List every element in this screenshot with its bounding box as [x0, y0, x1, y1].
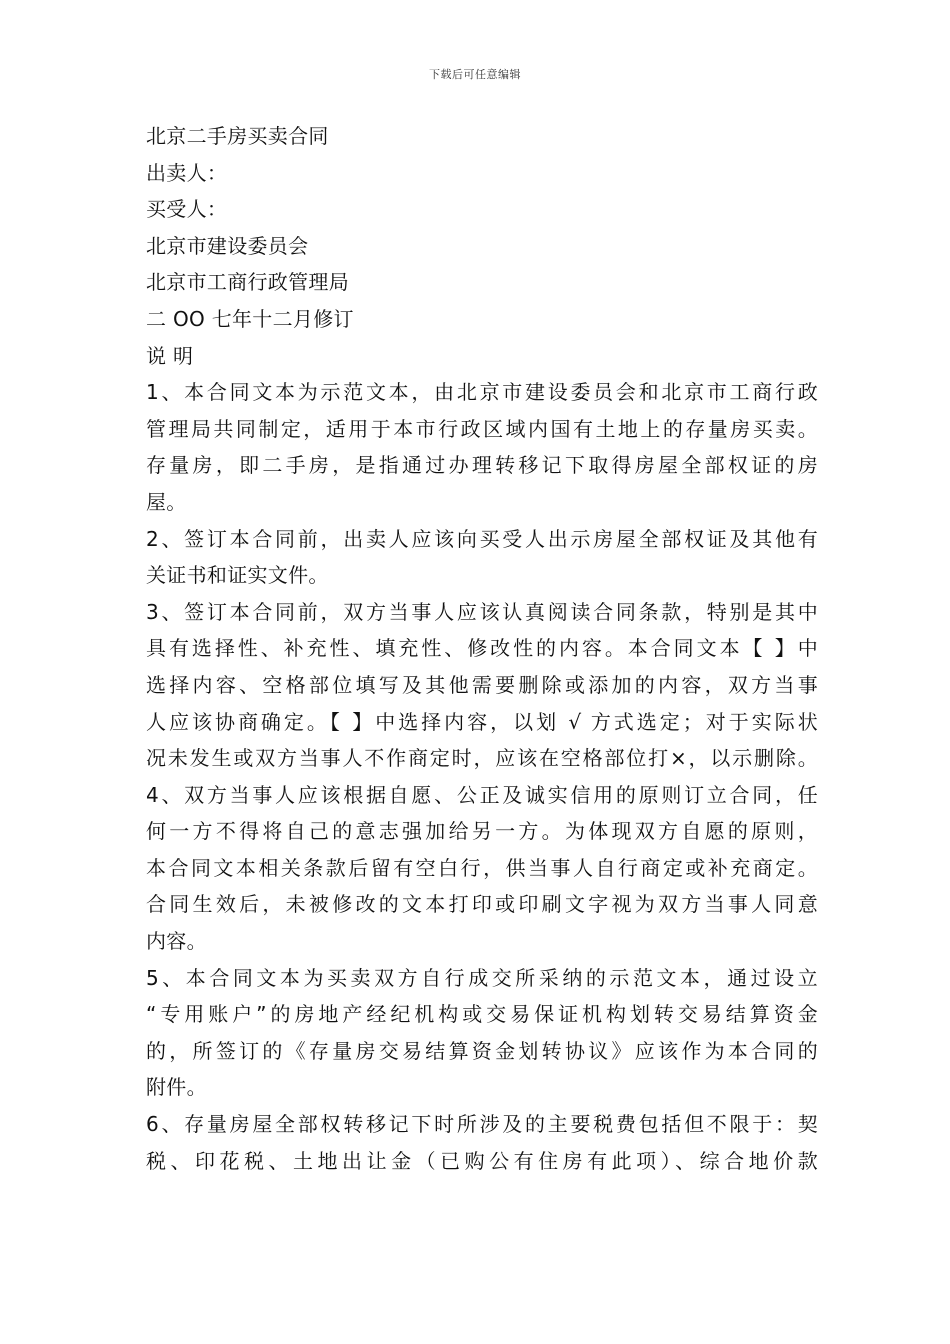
paragraph-line: 何一方不得将自己的意志强加给另一方。为体现双方自愿的原则，: [146, 819, 818, 844]
page-header-note: 下载后可任意编辑: [429, 68, 521, 81]
paragraph-line: 税、印花税、土地出让金（已购公有住房有此项）、综合地价款: [146, 1148, 818, 1173]
paragraph-line: 附件。: [146, 1075, 207, 1100]
paragraph-line: “专用账户”的房地产经纪机构或交易保证机构划转交易结算资金: [146, 1002, 819, 1027]
paragraph-line: 况未发生或双方当事人不作商定时，应该在空格部位打×，以示删除。: [146, 746, 818, 771]
paragraph-line: 2、签订本合同前，出卖人应该向买受人出示房屋全部权证及其他有: [146, 526, 818, 551]
paragraph-line: 选择内容、空格部位填写及其他需要删除或添加的内容，双方当事: [146, 672, 818, 697]
seller-label: 出卖人：: [146, 160, 228, 185]
paragraph-line: 内容。: [146, 929, 207, 954]
paragraph-line: 存量房，即二手房，是指通过办理转移记下取得房屋全部权证的房: [146, 453, 818, 478]
paragraph-line: 人应该协商确定。【 】中选择内容，以划 √ 方式选定；对于实际状: [146, 709, 818, 734]
paragraph-line: 1、本合同文本为示范文本，由北京市建设委员会和北京市工商行政: [146, 380, 818, 405]
document-body: [146, 118, 818, 1179]
paragraph-line: 关证书和证实文件。: [146, 563, 329, 588]
issuer-industry-commerce-bureau: 北京市工商行政管理局: [146, 270, 349, 295]
paragraph-line: 本合同文本相关条款后留有空白行，供当事人自行商定或补充商定。: [146, 855, 818, 880]
document-title: 北京二手房买卖合同: [146, 124, 329, 148]
section-heading: 说 明: [146, 343, 194, 368]
paragraph-line: 合同生效后，未被修改的文本打印或印刷文字视为双方当事人同意: [146, 892, 818, 917]
paragraph-line: 管理局共同制定，适用于本市行政区域内国有土地上的存量房买卖。: [146, 416, 818, 441]
paragraph-line: 屋。: [146, 489, 187, 514]
paragraph-line: 的，所签订的《存量房交易结算资金划转协议》应该作为本合同的: [146, 1038, 818, 1063]
paragraph-line: 5、本合同文本为买卖双方自行成交所采纳的示范文本，通过设立: [146, 965, 818, 990]
issuer-construction-committee: 北京市建设委员会: [146, 233, 309, 258]
buyer-label: 买受人：: [146, 197, 228, 222]
paragraph-line: 3、签订本合同前，双方当事人应该认真阅读合同条款，特别是其中: [146, 599, 818, 624]
revision-date: 二 OO 七年十二月修订: [146, 306, 354, 331]
paragraph-line: 4、双方当事人应该根据自愿、公正及诚实信用的原则订立合同，任: [146, 782, 818, 807]
paragraph-line: 6、存量房屋全部权转移记下时所涉及的主要税费包括但不限于：契: [146, 1112, 818, 1137]
paragraph-line: 具有选择性、补充性、填充性、修改性的内容。本合同文本【 】中: [146, 636, 818, 661]
